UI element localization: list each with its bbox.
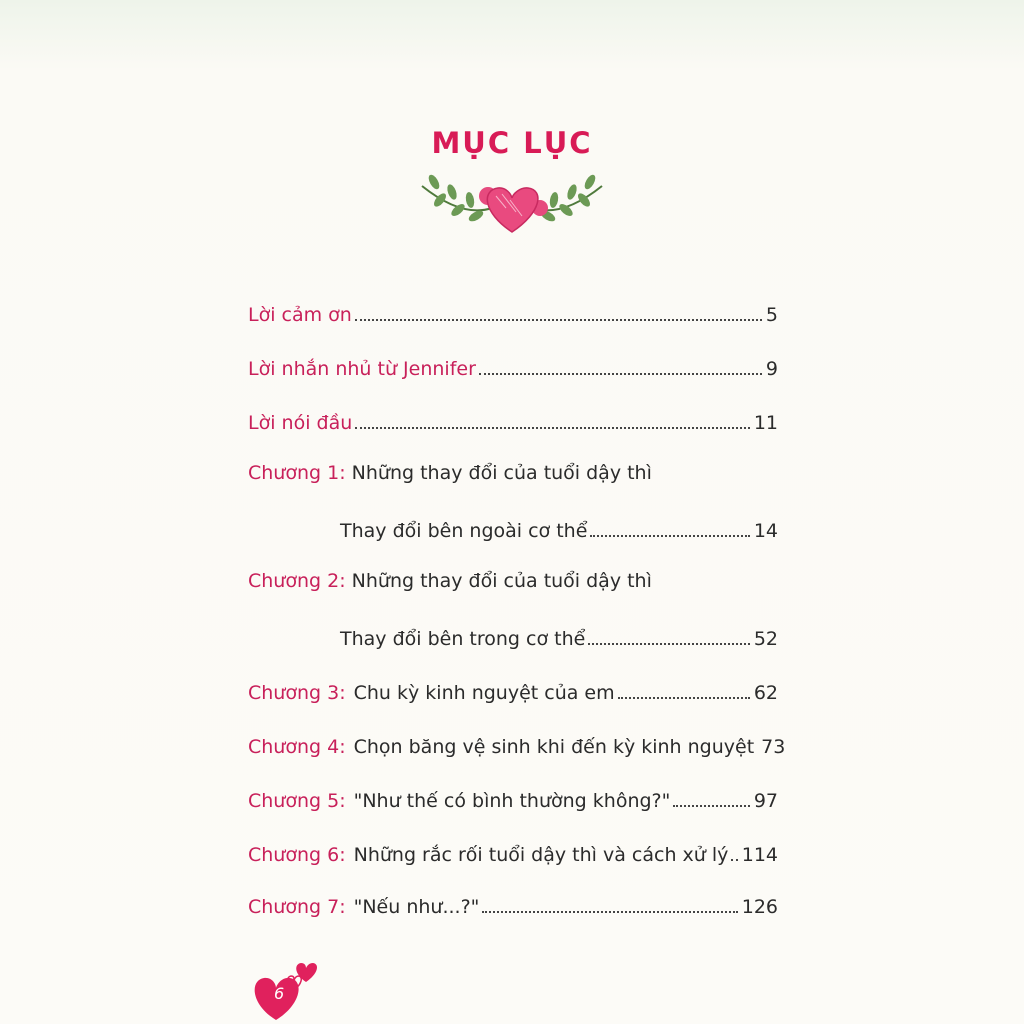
toc-entry[interactable] [248,836,778,866]
chapter-number: Chương 6: [248,844,346,866]
dot-leader [618,696,750,699]
chapter-title: Những thay đổi của tuổi dậy thì [351,570,652,592]
toc-entry-label: Chọn băng vệ sinh khi đến kỳ kinh nguyệt [353,736,755,758]
dot-leader [479,372,762,375]
toc-entry-page: 126 [741,896,778,918]
chapter-heading[interactable] [248,570,652,592]
dot-leader [731,858,737,861]
toc-entry-page: 52 [753,628,778,650]
toc-entry[interactable] [248,674,778,704]
dot-leader [588,642,750,645]
toc-entry[interactable] [248,888,778,918]
toc-entry-page: 114 [741,844,778,866]
toc-entry-label: "Nếu như...?" [353,896,480,918]
toc-entry-page: 97 [753,790,778,812]
toc-entry-page: 14 [753,520,778,542]
toc-entry[interactable] [340,620,778,650]
chapter-number: Chương 3: [248,682,346,704]
toc-entry[interactable] [248,782,778,812]
heart-page-badge-icon [248,960,328,1024]
dot-leader [673,804,749,807]
toc-entry[interactable] [248,728,786,758]
toc-entry[interactable] [340,512,778,542]
dot-leader [355,318,762,321]
dot-leader [355,426,750,429]
chapter-number: Chương 1: [248,462,346,484]
chapter-number: Chương 2: [248,570,346,592]
dot-leader [590,534,749,537]
page-number: 6 [274,984,285,1003]
chapter-number: Chương 4: [248,736,346,758]
toc-entry-label: Những rắc rối tuổi dậy thì và cách xử lý [353,844,729,866]
chapter-title: Những thay đổi của tuổi dậy thì [351,462,652,484]
toc-entry-page: 5 [765,304,778,326]
toc-entry-label: Thay đổi bên ngoài cơ thể [340,520,588,542]
chapter-number: Chương 7: [248,896,346,918]
toc-entry[interactable] [248,296,778,326]
toc-entry-page: 73 [761,736,786,758]
toc-entry-label: Lời nói đầu [248,412,353,434]
toc-entry-page: 9 [765,358,778,380]
toc-entry[interactable] [248,350,778,380]
toc-entry[interactable] [248,404,778,434]
toc-entry-label: Thay đổi bên trong cơ thể [340,628,586,650]
toc-entry-page: 11 [753,412,778,434]
dot-leader [482,910,737,913]
chapter-heading[interactable] [248,462,652,484]
toc-entry-label: Lời cảm ơn [248,304,352,326]
toc-entry-label: "Như thế có bình thường không?" [353,790,671,812]
page-title: MỤC LỤC [431,126,593,160]
toc-entry-label: Lời nhắn nhủ từ Jennifer [248,358,476,380]
toc-entry-page: 62 [753,682,778,704]
toc-entry-label: Chu kỳ kinh nguyệt của em [353,682,615,704]
chapter-number: Chương 5: [248,790,346,812]
